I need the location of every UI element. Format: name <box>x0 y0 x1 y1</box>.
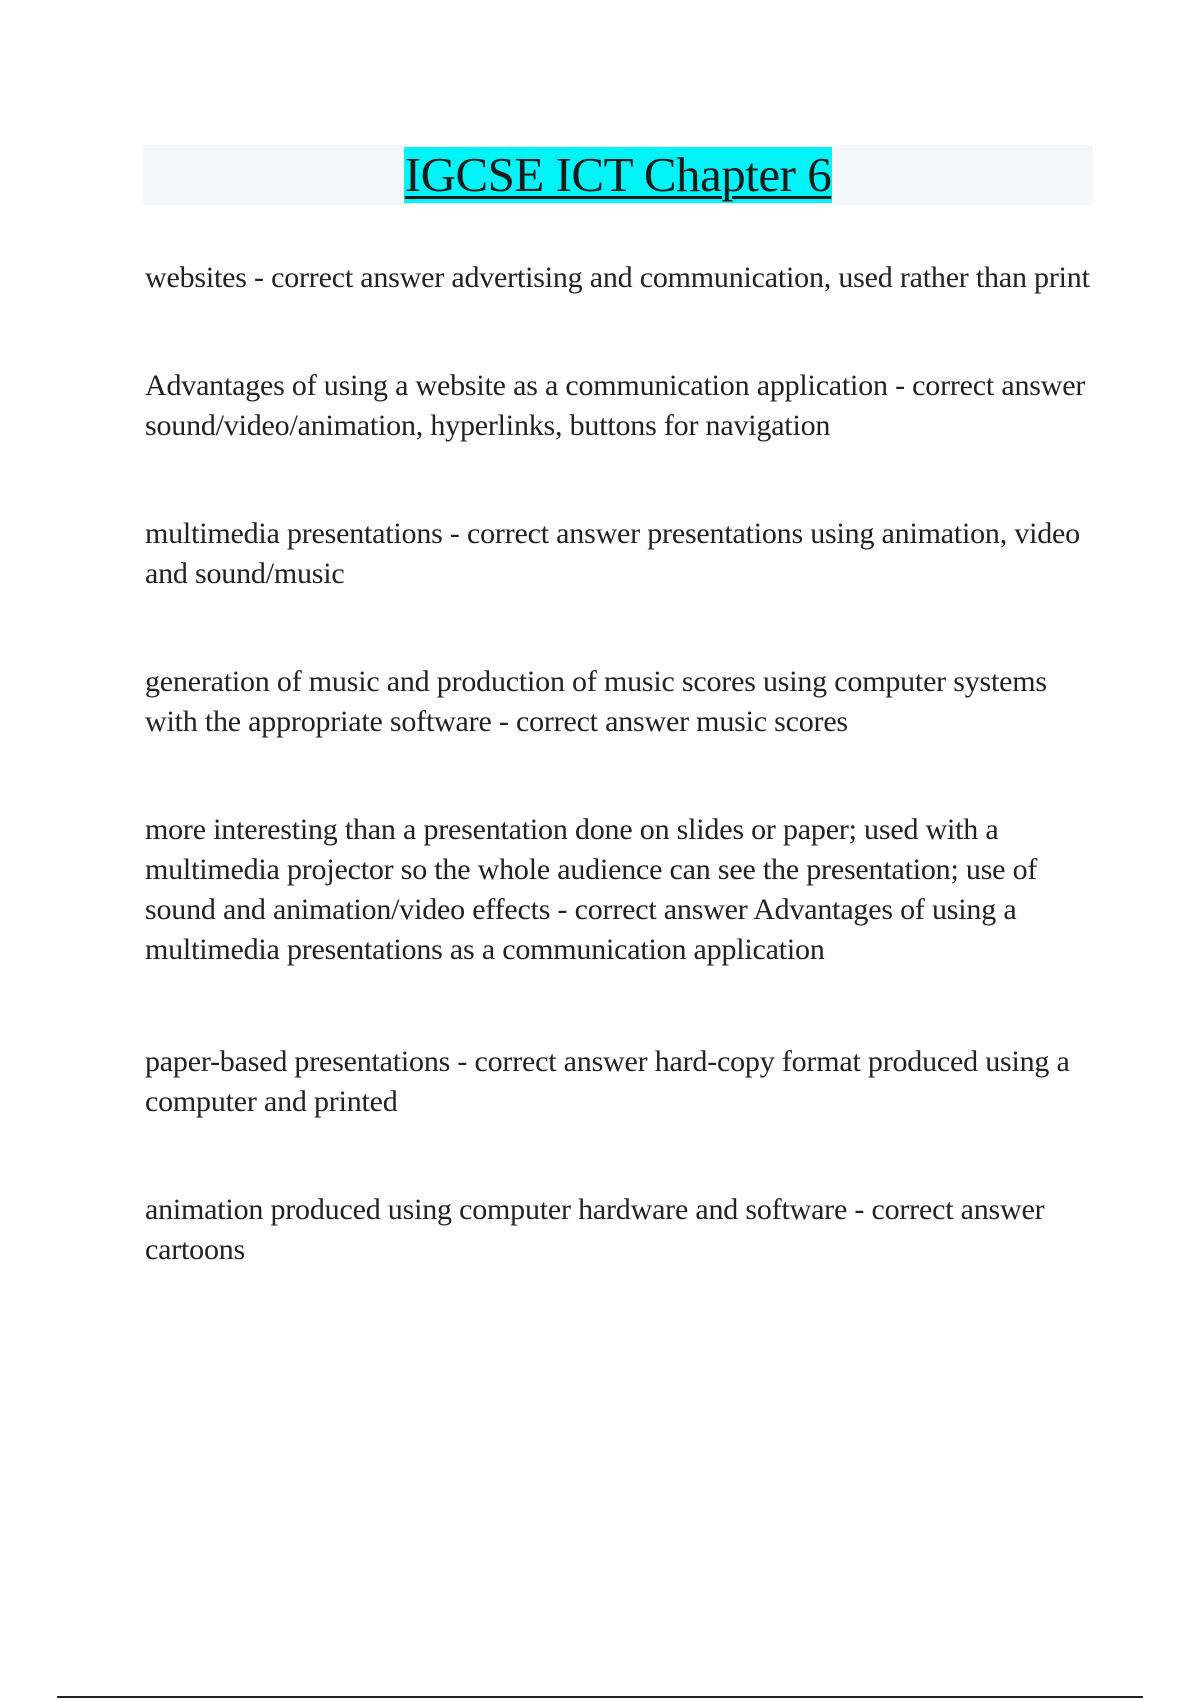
footer-divider <box>57 1696 1143 1698</box>
flashcard-website-advantages: Advantages of using a website as a communication application - correct answer sound/video/animation, hyperlinks, buttons for navigation <box>145 369 1086 442</box>
flashcard-music-scores: generation of music and production of music scores using computer systems with the appropriate software - correct answer music scores <box>145 665 1047 738</box>
page-title: IGCSE ICT Chapter 6 <box>404 147 832 202</box>
flashcard-list <box>145 258 1095 1338</box>
flashcard-multimedia-advantages: more interesting than a presentation done on slides or paper; used with a multimedia projector so the whole audience can see the presentation; use of sound and animation/video effects - correct answer Advantages of using a multimedia presentations as a communication application <box>145 813 1038 966</box>
title-band <box>143 145 1093 205</box>
flashcard-paper-based-presentations: paper-based presentations - correct answer hard-copy format produced using a computer and printed <box>145 1045 1070 1118</box>
flashcard-websites: websites - correct answer advertising and communication, used rather than print <box>145 261 1090 294</box>
flashcard-multimedia-presentations: multimedia presentations - correct answer presentations using animation, video and sound/music <box>145 517 1080 590</box>
flashcard-cartoons: animation produced using computer hardware and software - correct answer cartoons <box>145 1193 1045 1266</box>
